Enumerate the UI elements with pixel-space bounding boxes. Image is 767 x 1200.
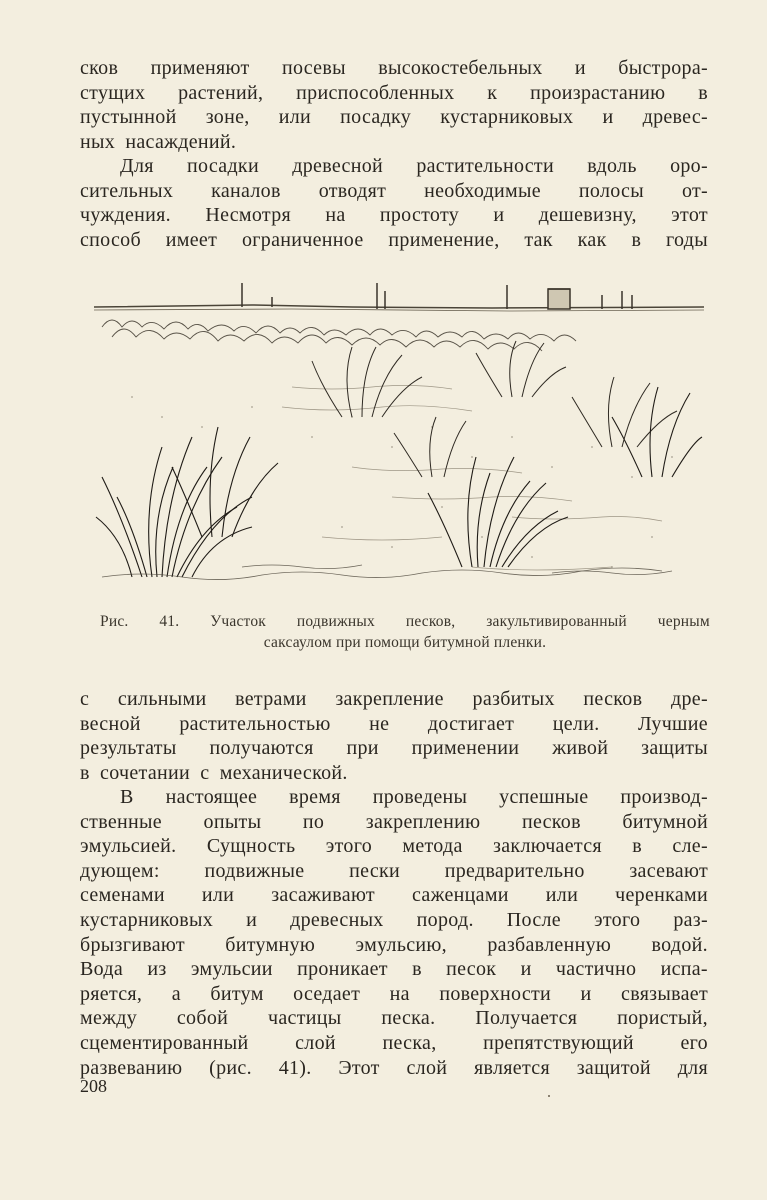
text-line: между собой частицы песка. Получается пористый, — [80, 1007, 708, 1030]
text-line: В настоящее время проведены успешные производ- — [120, 786, 708, 808]
figure-caption — [100, 611, 710, 653]
paragraph-continued — [80, 56, 708, 154]
text-line: чуждения. Несмотря на простоту и дешевизну, этот — [80, 204, 708, 227]
page-number: 208 — [80, 1076, 107, 1096]
print-speck — [548, 1095, 550, 1097]
paragraph-bitumen — [80, 785, 708, 1080]
text-line: ных насаждений. — [80, 130, 237, 153]
text-line: Вода из эмульсии проникает в песок и частично испа- — [80, 958, 708, 981]
text-line: Для посадки древесной растительности вдоль оро- — [120, 155, 708, 177]
caption-line-2: саксаулом при помощи битумной пленки. — [263, 634, 547, 651]
text-line: способ имеет ограниченное применение, так как в годы — [80, 228, 708, 251]
text-line: в сочетании с механической. — [80, 761, 348, 784]
text-line: весной растительностью не достигает цели. Лучшие — [80, 712, 708, 735]
caption-line-1: Рис. 41. Участок подвижных песков, закультивированный черным — [100, 613, 710, 630]
text-line: развеванию (рис. 41). Этот слой является защитой для — [80, 1056, 708, 1079]
paragraph-winds — [80, 687, 708, 785]
text-line: стущих растений, приспособленных к произрастанию в — [80, 81, 708, 104]
text-line: сков применяют посевы высокостебельных и быстрора- — [80, 57, 708, 79]
text-line: брызгивают битумную эмульсию, разбавленную водой. — [80, 933, 708, 956]
text-line: сцементированный слой песка, препятствующий его — [80, 1031, 708, 1054]
text-line: эмульсией. Сущность этого метода заключается в сле- — [80, 835, 708, 858]
paragraph-planting — [80, 154, 708, 252]
text-line: семенами или засаживают саженцами или черенками — [80, 884, 708, 907]
text-line: кустарниковых и древесных пород. После этого раз- — [80, 908, 708, 931]
text-line: результаты получаются при применении живой защиты — [80, 737, 708, 760]
text-line: ряется, а битум оседает на поверхности и связывает — [80, 982, 708, 1005]
text-line: сительных каналов отводят необходимые полосы от- — [80, 179, 708, 202]
text-line: ственные опыты по закреплению песков битумной — [80, 810, 708, 833]
text-line: дующем: подвижные пески предварительно засевают — [80, 859, 708, 882]
figure-sand-saxaul-illustration — [92, 277, 704, 587]
text-line: пустынной зоне, или посадку кустарниковых и древес- — [80, 106, 708, 129]
text-line: с сильными ветрами закрепление разбитых песков дре- — [80, 688, 708, 710]
